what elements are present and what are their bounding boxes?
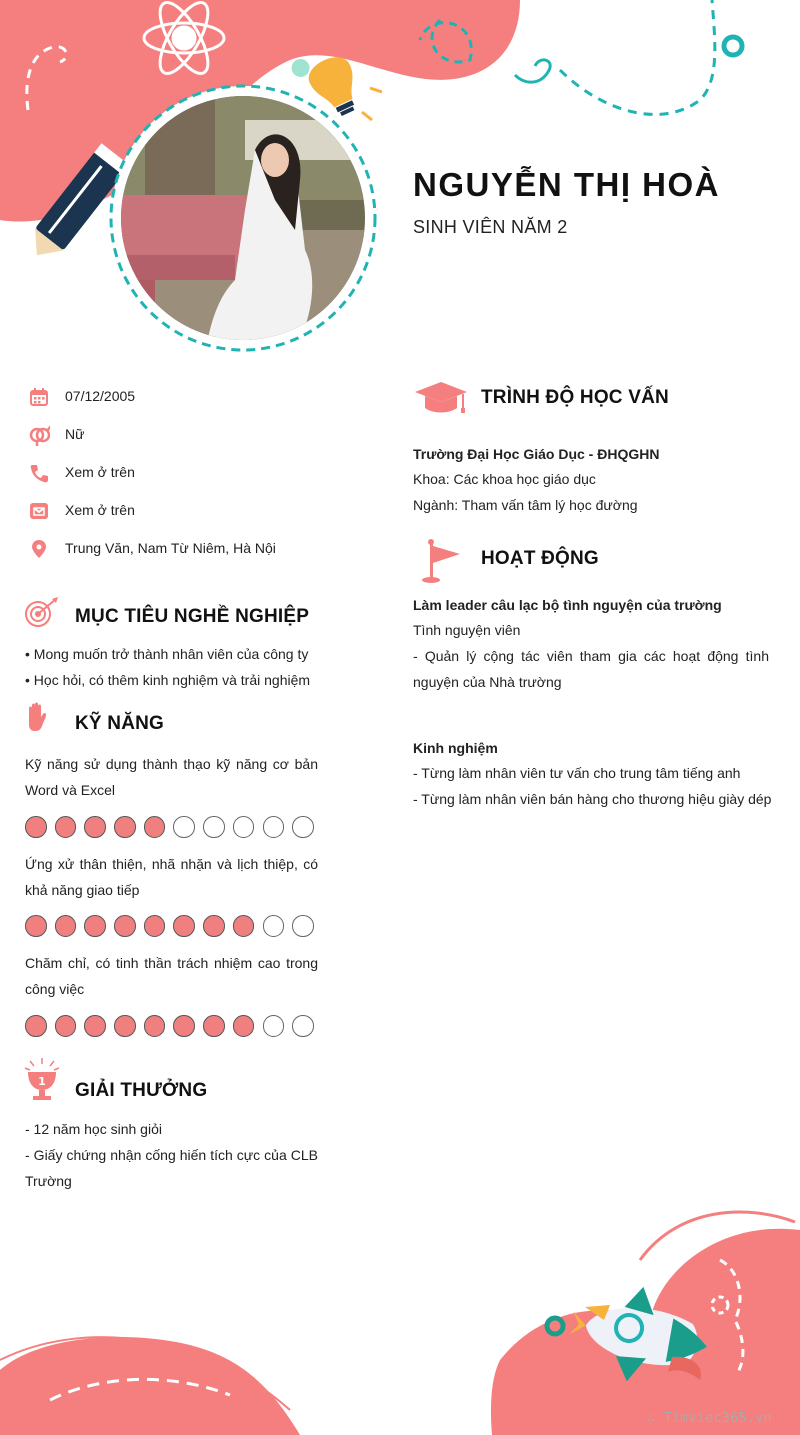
calendar-icon: [28, 386, 50, 408]
svg-text:1: 1: [38, 1075, 46, 1088]
email-value: Xem ở trên: [65, 502, 135, 518]
rating-dot-filled: [233, 1015, 255, 1037]
rating-dot-filled: [84, 816, 106, 838]
rating-dot-filled: [144, 816, 166, 838]
skill-rating: [25, 915, 314, 937]
mail-icon: [28, 500, 50, 522]
rating-dot-filled: [55, 915, 77, 937]
skill-text: Kỹ năng sử dụng thành thạo kỹ năng cơ bản Word và Excel: [25, 756, 318, 798]
trophy-icon: [24, 1058, 60, 1104]
contact-phone: [28, 461, 135, 485]
rating-dot-empty: [292, 816, 314, 838]
candidate-role: SINH VIÊN NĂM 2: [413, 217, 568, 237]
rating-dot-empty: [203, 816, 225, 838]
avatar: [105, 80, 381, 356]
contact-email: [28, 499, 135, 523]
contact-address: [28, 537, 276, 561]
rating-dot-filled: [114, 1015, 136, 1037]
activities-title: HOẠT ĐỘNG: [481, 548, 599, 569]
education-title: TRÌNH ĐỘ HỌC VẤN: [481, 387, 669, 408]
rating-dot-filled: [144, 915, 166, 937]
objective-item: • Mong muốn trở thành nhân viên của công ty: [25, 646, 309, 662]
rating-dot-filled: [55, 1015, 77, 1037]
phone-value: Xem ở trên: [65, 464, 135, 480]
graduation-cap-icon: [413, 380, 469, 414]
address-value: Trung Văn, Nam Từ Niêm, Hà Nội: [65, 540, 276, 556]
skills-title: KỸ NĂNG: [75, 713, 165, 734]
activity-title: Làm leader câu lạc bộ tình nguyện của trường: [413, 597, 722, 613]
rating-dot-empty: [263, 816, 285, 838]
rating-dot-filled: [84, 1015, 106, 1037]
education-faculty: Khoa: Các khoa học giáo dục: [413, 471, 596, 487]
rating-dot-empty: [292, 1015, 314, 1037]
location-pin-icon: [28, 538, 50, 560]
activity-description: - Quản lý cộng tác viên tham gia các hoạt động tình nguyện của Nhà trường: [413, 648, 769, 690]
candidate-name: NGUYỄN THỊ HOÀ: [413, 166, 721, 203]
rating-dot-filled: [114, 816, 136, 838]
hand-icon: [24, 702, 50, 734]
phone-icon: [28, 462, 50, 484]
rating-dot-filled: [114, 915, 136, 937]
skill-rating: [25, 816, 314, 838]
contact-birthday: [28, 385, 136, 409]
skill-rating: [25, 1015, 314, 1037]
rating-dot-filled: [233, 915, 255, 937]
award-item: - 12 năm học sinh giỏi: [25, 1121, 162, 1137]
skill-text: Ứng xử thân thiện, nhã nhặn và lịch thiệp, có khả năng giao tiếp: [25, 856, 318, 898]
rating-dot-empty: [263, 915, 285, 937]
objective-title: MỤC TIÊU NGHỀ NGHIỆP: [75, 606, 310, 627]
rating-dot-filled: [173, 915, 195, 937]
rating-dot-filled: [25, 915, 47, 937]
rating-dot-filled: [25, 816, 47, 838]
gender-icon: [28, 424, 50, 446]
rating-dot-filled: [25, 1015, 47, 1037]
rating-dot-empty: [233, 816, 255, 838]
awards-title: GIẢI THƯỞNG: [75, 1080, 208, 1101]
birthday-value: 07/12/2005: [65, 388, 136, 404]
skill-text: Chăm chỉ, có tinh thần trách nhiệm cao trong công việc: [25, 955, 318, 997]
rating-dot-filled: [173, 1015, 195, 1037]
activity-role: Tình nguyện viên: [413, 622, 521, 638]
objective-item: • Học hỏi, có thêm kinh nghiệm và trải nghiệm: [25, 672, 311, 688]
rating-dot-filled: [203, 1015, 225, 1037]
education-major: Ngành: Tham vấn tâm lý học đường: [413, 497, 638, 513]
contact-gender: [28, 423, 85, 447]
rating-dot-filled: [203, 915, 225, 937]
experience-item: - Từng làm nhân viên bán hàng cho thương hiệu giày dép: [413, 791, 772, 807]
rating-dot-empty: [263, 1015, 285, 1037]
award-item: - Giấy chứng nhận cống hiến tích cực của CLB Trường: [25, 1147, 318, 1189]
rating-dot-filled: [144, 1015, 166, 1037]
gender-value: Nữ: [65, 426, 85, 442]
flag-icon: [420, 538, 464, 584]
experience-title: Kinh nghiệm: [413, 740, 498, 756]
watermark: ∴ Timviec365.vn: [647, 1411, 772, 1426]
rating-dot-filled: [84, 915, 106, 937]
target-icon: [24, 597, 60, 629]
rating-dot-filled: [55, 816, 77, 838]
rating-dot-empty: [173, 816, 195, 838]
experience-item: - Từng làm nhân viên tư vấn cho trung tâm tiếng anh: [413, 765, 741, 781]
education-school: Trường Đại Học Giáo Dục - ĐHQGHN: [413, 446, 660, 462]
rating-dot-empty: [292, 915, 314, 937]
